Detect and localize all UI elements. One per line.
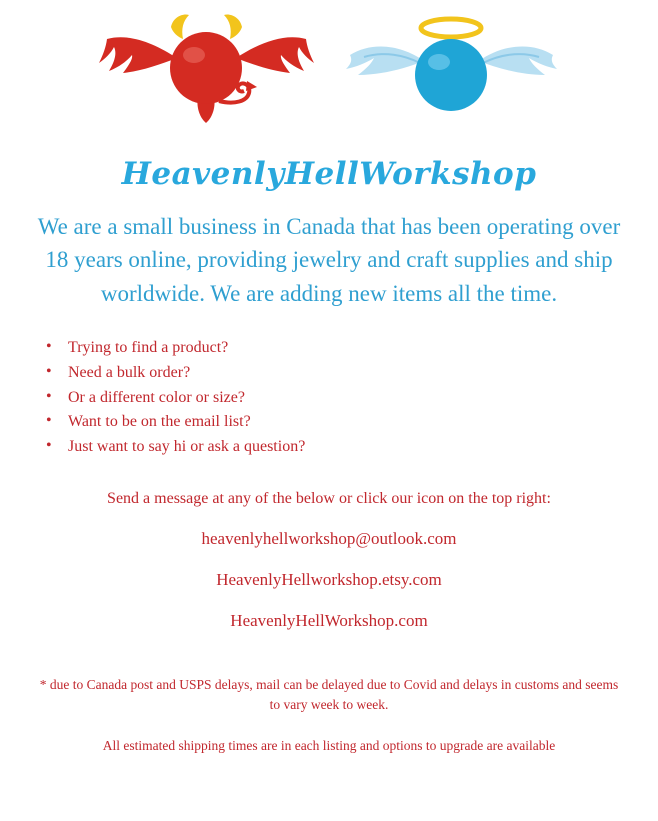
angel-left-wing: [346, 46, 424, 75]
list-item: [46, 361, 658, 386]
list-item-label: Trying to find a product?: [68, 339, 229, 357]
devil-tail-tip: [246, 81, 257, 91]
contact-lead: Send a message at any of the below or click our icon on the top right:: [107, 490, 551, 508]
footnote-shipping-delay: * due to Canada post and USPS delays, mail can be delayed due to Covid and delays in customs and seems to vary week to week.: [39, 677, 619, 713]
contact-etsy-link[interactable]: HeavenlyHellworkshop.etsy.com: [216, 570, 442, 590]
list-item-label: Or a different color or size?: [68, 388, 245, 406]
footnotes: [0, 675, 658, 756]
contact-website-link[interactable]: HeavenlyHellWorkshop.com: [230, 611, 428, 631]
footnote-shipping-times: All estimated shipping times are in each listing and options to upgrade are available: [102, 737, 556, 753]
devil-ball-icon: [99, 13, 314, 128]
list-item: [46, 410, 658, 435]
question-list: [0, 336, 658, 460]
intro-paragraph: We are a small business in Canada that has been operating over 18 years online, providing jewelry and craft supplies and ship worldwide. We are adding new items all the time.: [37, 214, 621, 306]
angel-ball-highlight: [428, 54, 450, 70]
list-item-label: Need a bulk order?: [68, 363, 191, 381]
logo-row: [0, 0, 658, 130]
angel-halo: [421, 19, 481, 37]
devil-ball-highlight: [183, 47, 205, 63]
contact-email[interactable]: heavenlyhellworkshop@outlook.com: [201, 529, 457, 549]
list-item: [46, 386, 658, 411]
devil-left-horn: [171, 14, 189, 39]
devil-ball: [170, 32, 242, 104]
angel-ball-icon: [344, 13, 559, 128]
list-item: [46, 336, 658, 361]
devil-right-wing: [236, 37, 314, 73]
devil-right-horn: [224, 14, 242, 39]
devil-left-wing: [99, 37, 177, 73]
list-item-label: Want to be on the email list?: [68, 413, 251, 431]
list-item: [46, 435, 658, 460]
angel-right-wing: [479, 46, 557, 75]
angel-ball: [415, 39, 487, 111]
list-item-label: Just want to say hi or ask a question?: [68, 438, 306, 456]
shop-name: HeavenlyHellWorkshop: [121, 156, 537, 192]
